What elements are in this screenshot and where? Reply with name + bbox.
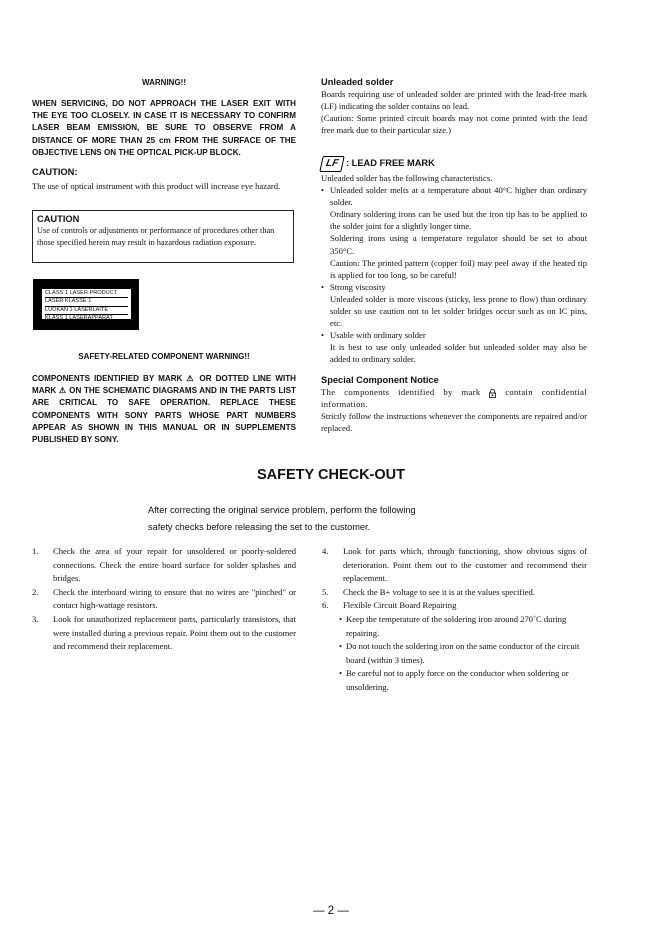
laser-label-line: LASER KLASSE 1	[45, 298, 128, 306]
lead-free-heading-row	[321, 154, 587, 172]
laser-class-label	[33, 279, 139, 330]
confidential-mark-icon	[489, 389, 496, 398]
list-item	[32, 545, 296, 586]
bullet-text: Ordinary soldering irons can be used but the iron tip has to be applied to the solder joint for a slightly longer time.	[330, 209, 587, 232]
special-text-b: contain confidential information.	[321, 387, 587, 410]
list-item	[322, 545, 587, 586]
bullet-text: • Unleaded solder melts at a temperature about 40°C higher than ordinary solder.	[330, 185, 587, 208]
bullet-text: Soldering irons using a temperature regulator should be set to about 350°C.	[330, 233, 587, 256]
item-text: Check the interboard wiring to ensure that no wires are "pinched" or contact high-wattage resistors.	[53, 586, 296, 611]
list-item	[321, 281, 587, 329]
caution-text: The use of optical instrument with this product will increase eye hazard.	[32, 181, 281, 191]
special-instructions: Strictly follow the instructions whenever the components are repaired and/or replaced.	[321, 411, 587, 434]
unleaded-solder-section	[321, 77, 587, 136]
lead-free-mark-icon: LF	[319, 156, 344, 172]
item-number: 1.	[32, 546, 39, 556]
laser-label-line: CLASS 1 LASER PRODUCT	[45, 290, 128, 298]
list-item	[32, 613, 296, 654]
list-item	[32, 586, 296, 613]
item-text: Look for parts which, through functioning, show obvious signs of deterioration. Point them out to the customer and recommend their replacement.	[343, 546, 587, 584]
caution-box-text: Use of controls or adjustments or performance of procedures other than those specified herein may result in hazardous radiation exposure.	[37, 226, 275, 247]
lead-free-intro: Unleaded solder has the following characteristics.	[321, 173, 493, 183]
item-number: 4.	[322, 546, 329, 556]
lead-free-section	[321, 154, 587, 366]
caution-heading: CAUTION:	[32, 167, 78, 177]
caution-box-title: CAUTION	[37, 214, 80, 224]
list-item: • Be careful not to apply force on the conductor when soldering or unsoldering.	[339, 667, 587, 694]
lead-free-heading: : LEAD FREE MARK	[346, 158, 435, 168]
item-text: Flexible Circuit Board Repairing	[343, 600, 457, 611]
item-number: 6.	[322, 600, 329, 611]
laser-warning-text: WHEN SERVICING, DO NOT APPROACH THE LASER EXIT WITH THE EYE TOO CLOSELY. IN CASE IT IS NECESSARY TO CONFIRM LASER BEAM EMISSION, BE SURE TO OBSERVE FROM A DISTANCE OF MORE THAN 25 cm FROM THE SURFACE OF THE OBJECTIVE LENS ON THE OPTICAL PICK-UP BLOCK.	[32, 99, 296, 157]
laser-label-line: KLASS 1 LASERAPPARAT	[45, 315, 128, 323]
bullet-text: • Usable with ordinary solder	[330, 330, 426, 341]
list-item	[321, 329, 587, 365]
intro-line: safety checks before releasing the set to the customer.	[148, 521, 371, 532]
warning-title: WARNING!!	[142, 78, 186, 87]
unleaded-paragraph: Boards requiring use of unleaded solder are printed with the lead-free mark (LF) indicating the solder contains no lead.	[321, 89, 587, 112]
laser-label-line: LUOKAN 1 LASERLAITE	[45, 307, 128, 315]
safety-component-text: COMPONENTS IDENTIFIED BY MARK ⚠ OR DOTTED LINE WITH MARK ⚠ ON THE SCHEMATIC DIAGRAMS AND IN THE PARTS LIST ARE CRITICAL TO SAFE OPERATION. REPLACE THESE COMPONENTS WITH SONY PARTS WHOSE PART NUMBERS APPEAR AS SHOWN IN THIS MANUAL OR IN SUPPLEMENTS PUBLISHED BY SONY.	[32, 374, 296, 445]
item-text: Check the B+ voltage to see it is at the values specified.	[343, 586, 535, 597]
item-text: Look for unauthorized replacement parts, particularly transistors, that were installed during a previous repair. Point them out to the customer and recommend their replacement.	[53, 613, 296, 652]
item-number: 2.	[32, 586, 39, 597]
checkout-list-right	[322, 545, 587, 695]
page-title: SAFETY CHECK-OUT	[257, 467, 405, 483]
caution-box	[32, 210, 294, 263]
checkout-list-left	[32, 545, 296, 654]
special-heading: Special Component Notice	[321, 375, 439, 385]
special-notice-text	[321, 386, 587, 410]
list-item: • Do not touch the soldering iron on the same conductor of the circuit board (within 3 times).	[339, 640, 587, 667]
list-item	[322, 599, 587, 613]
special-text-a: The components identified by mark	[321, 387, 481, 397]
safety-component-title: SAFETY-RELATED COMPONENT WARNING!!	[78, 352, 250, 361]
special-component-section	[321, 375, 587, 434]
list-item: • Keep the temperature of the soldering iron around 270˚C during repairing.	[339, 613, 587, 640]
checkout-intro	[148, 502, 528, 535]
unleaded-heading: Unleaded solder	[321, 77, 394, 87]
list-item	[322, 586, 587, 600]
bullet-text: Unleaded solder is more viscous (sticky, less prone to flow) than ordinary solder so use caution not to let solder bridges occur such as on IC pins, etc.	[330, 293, 587, 329]
unleaded-caution: (Caution: Some printed circuit boards may not come printed with the lead free mark due to their particular size.)	[321, 113, 587, 136]
page-number: — 2 —	[313, 905, 349, 917]
item-text: Check the area of your repair for unsoldered or poorly-soldered connections. Check the entire board surface for solder splashes and bridges.	[53, 546, 296, 584]
bullet-text: • Strong viscosity	[330, 281, 386, 292]
intro-line: After correcting the original service problem, perform the following	[148, 505, 416, 515]
item-number: 5.	[322, 586, 329, 597]
bullet-text: Caution: The printed pattern (copper foil) may peel away if the heated tip is applied for too long, so be careful!	[330, 257, 587, 280]
item-number: 3.	[32, 613, 39, 624]
bullet-text: It is best to use only unleaded solder but unleaded solder may also be added to ordinary solder.	[330, 342, 587, 365]
list-item	[321, 184, 587, 281]
